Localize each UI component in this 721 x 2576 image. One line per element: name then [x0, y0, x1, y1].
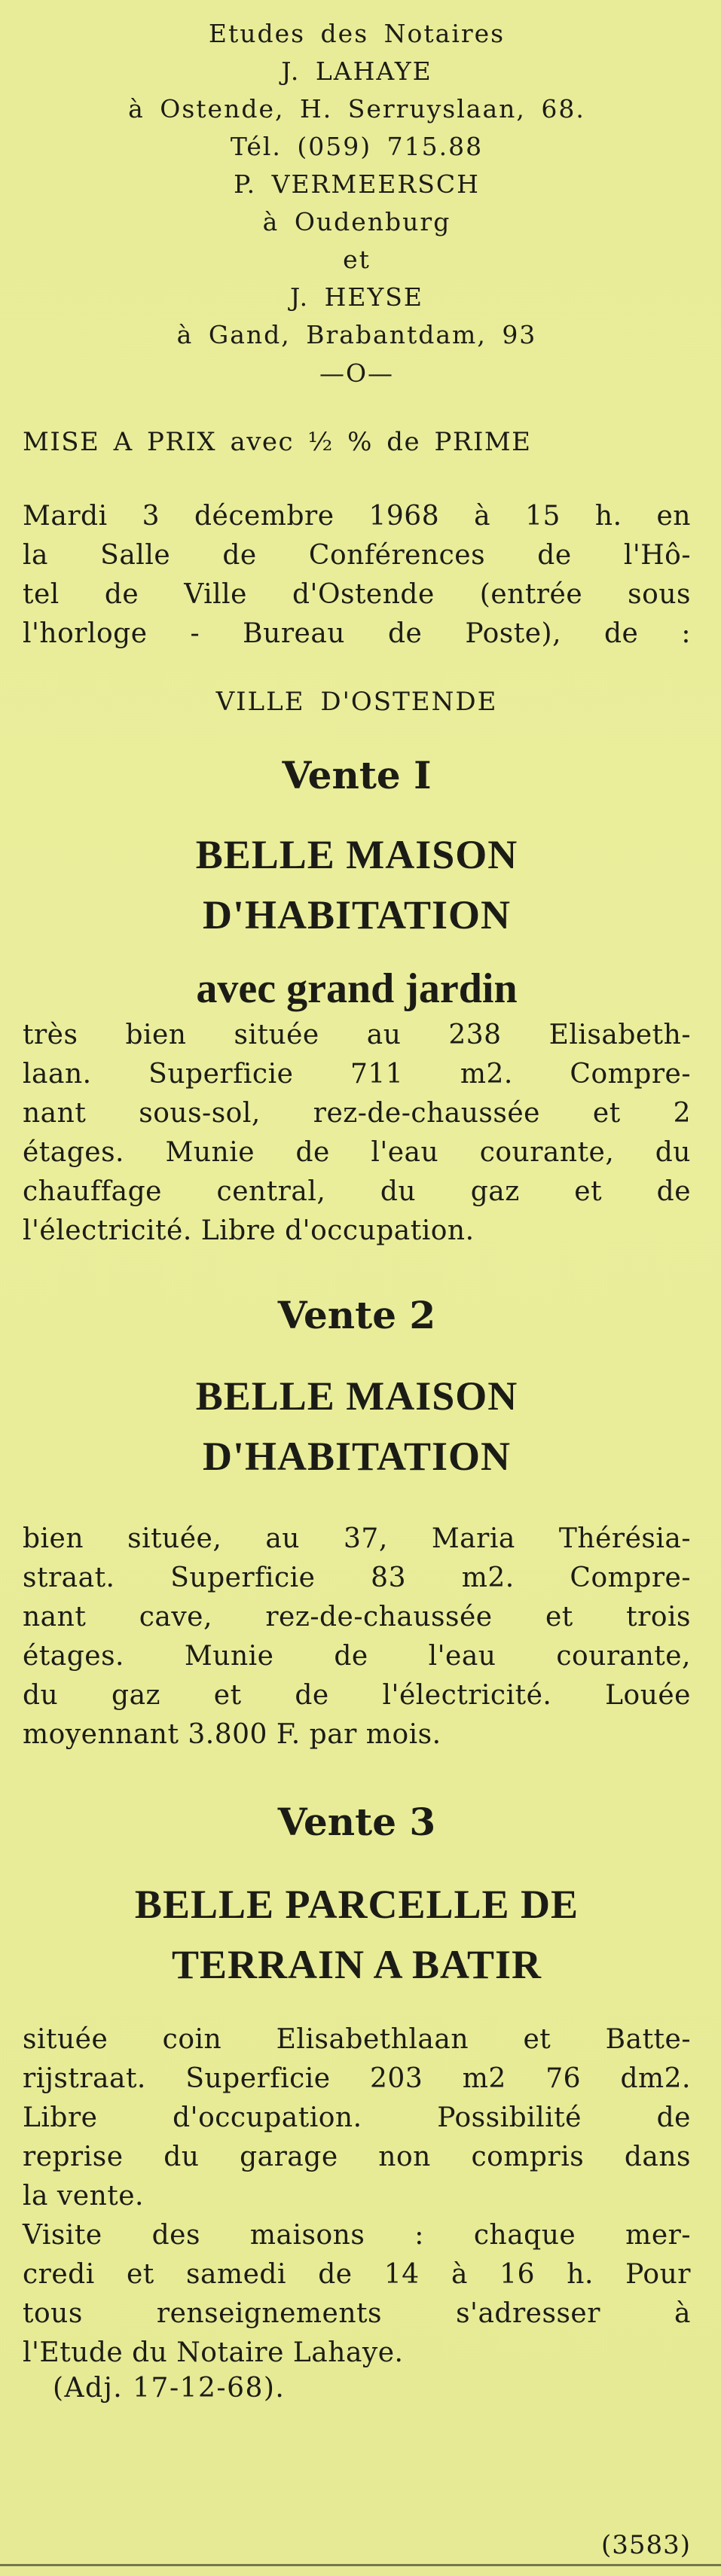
text-line: nant sous-sol, rez-de-chaussée et 2 [23, 1098, 691, 1129]
text-line: Libre d'occupation. Possibilité de [23, 2102, 691, 2133]
header-line: Tél. (059) 715.88 [230, 132, 484, 161]
text-line: étages. Munie de l'eau courante, [23, 1641, 691, 1672]
adjudication-date: (Adj. 17-12-68). [53, 2373, 286, 2404]
heading-line: TERRAIN A BATIR [171, 1942, 542, 1987]
text-line: chauffage central, du gaz et de [23, 1176, 691, 1207]
mise-a-prix: MISE A PRIX avec ½ % de PRIME [23, 427, 532, 457]
header-line: J. HEYSE [290, 282, 423, 312]
vente-3-description [23, 2020, 691, 2216]
text-line: très bien située au 238 Elisabeth- [23, 1020, 691, 1050]
text-line: moyennant 3.800 F. par mois. [23, 1719, 441, 1750]
text-line: reprise du garage non compris dans [23, 2142, 691, 2172]
intro-paragraph [23, 497, 691, 654]
text-line: laan. Superficie 711 m2. Compre- [23, 1059, 691, 1090]
header-separator: —O— [319, 358, 395, 388]
text-line: l'électricité. Libre d'occupation. [23, 1215, 475, 1246]
text-line: bien située, au 37, Maria Thérésia- [23, 1523, 691, 1554]
heading-line: BELLE PARCELLE DE [134, 1882, 579, 1927]
text-line: Visite des maisons : chaque mer- [23, 2220, 691, 2251]
header-line: à Ostende, H. Serruyslaan, 68. [128, 94, 585, 123]
vente-1-subheading: avec grand jardin [196, 965, 518, 1012]
text-line: rijstraat. Superficie 203 m2 76 dm2. [23, 2063, 691, 2094]
text-line: étages. Munie de l'eau courante, du [23, 1137, 691, 1168]
vente-3-title: Vente 3 [277, 1800, 436, 1844]
city-heading: VILLE D'OSTENDE [215, 687, 498, 717]
heading-line: BELLE MAISON [195, 1373, 518, 1419]
header-line: Etudes des Notaires [208, 19, 506, 48]
text-line: tous renseignements s'adresser à [23, 2298, 691, 2329]
header-line: et [343, 245, 371, 274]
header-line: J. LAHAYE [281, 56, 432, 86]
text-line: la Salle de Conférences de l'Hô- [23, 540, 691, 571]
text-line: nant cave, rez-de-chaussée et trois [23, 1602, 691, 1632]
visit-paragraph [23, 2216, 691, 2373]
bottom-divider [0, 2564, 721, 2566]
heading-line: D'HABITATION [202, 1434, 512, 1479]
notary-header [23, 15, 691, 393]
text-line: Mardi 3 décembre 1968 à 15 h. en [23, 501, 691, 532]
vente-2-description [23, 1520, 691, 1754]
text-line: l'horloge - Bureau de Poste), de : [23, 618, 691, 649]
text-line: du gaz et de l'électricité. Louée [23, 1680, 691, 1711]
vente-1-heading [23, 825, 691, 945]
text-line: tel de Ville d'Ostende (entrée sous [23, 579, 691, 610]
vente-1-description [23, 1016, 691, 1251]
heading-line: D'HABITATION [202, 892, 512, 937]
vente-1-title: Vente I [282, 753, 432, 797]
vente-2-heading [23, 1366, 691, 1486]
header-line: à Gand, Brabantdam, 93 [176, 320, 537, 349]
text-line: credi et samedi de 14 à 16 h. Pour [23, 2259, 691, 2290]
text-line: l'Etude du Notaire Lahaye. [23, 2337, 404, 2368]
vente-2-title: Vente 2 [277, 1293, 436, 1337]
text-line: située coin Elisabethlaan et Batte- [23, 2024, 691, 2055]
header-line: à Oudenburg [262, 207, 451, 236]
text-line: la vente. [23, 2181, 144, 2212]
text-line: straat. Superficie 83 m2. Compre- [23, 1562, 691, 1593]
reference-code: (3583) [600, 2530, 691, 2560]
heading-line: BELLE MAISON [195, 832, 518, 877]
header-line: P. VERMEERSCH [234, 169, 480, 199]
vente-3-heading [23, 1874, 691, 1995]
